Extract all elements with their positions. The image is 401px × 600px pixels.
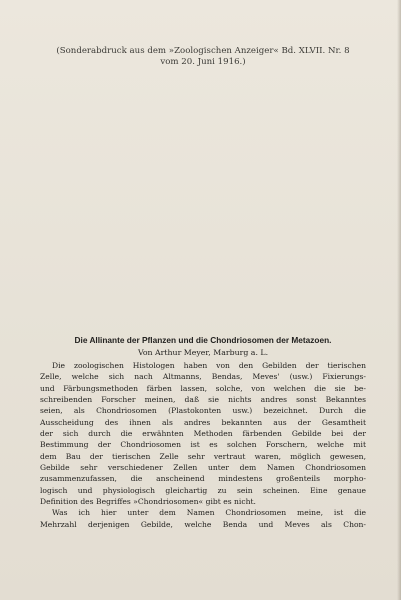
header-line-2: vom 20. Juni 1916.) (160, 57, 246, 67)
body-line: seien, als Chondriosomen (Plastokonten usw.) bezeichnet. Durch die (40, 406, 366, 416)
page-edge-shadow (397, 0, 401, 600)
body-line: Zelle, welche sich nach Altmanns, Bendas, Meves' (usw.) Fixierungs- (40, 372, 366, 382)
offprint-header (40, 46, 366, 68)
body-line: Definition des Begriffes »Chondriosomen« gibt es nicht. (40, 497, 256, 507)
body-line: Gebilde sehr verschiedener Zellen unter dem Namen Chondriosomen (40, 463, 366, 473)
body-line: Was ich hier unter dem Namen Chondriosomen meine, ist die (52, 508, 366, 518)
body-line: Ausscheidung des ihnen als andres bekannten aus der Gesamtheit (40, 417, 366, 427)
body-line: dem Bau der tierischen Zelle sehr vertraut waren, möglich gewesen, (40, 451, 366, 461)
body-line: und Färbungsmethoden färben lassen, solche, von welchen die sie be- (40, 383, 366, 393)
body-line: zusammenzufassen, die anscheinend mindestens großenteils morpho- (40, 474, 366, 484)
article-title: Die Allinante der Pflanzen und die Chondriosomen der Metazoen. (74, 335, 332, 345)
body-line: der sich durch die erwähnten Methoden färbenden Gebilde bei der (40, 429, 366, 439)
article-author: Von Arthur Meyer, Marburg a. L. (137, 348, 269, 357)
header-line-1: (Sonderabdruck aus dem »Zoologischen Anzeiger« Bd. XLVII. Nr. 8 (56, 46, 350, 56)
article (40, 335, 366, 530)
body-line: Bestimmung der Chondriosomen ist es solchen Forschern, welche mit (40, 440, 366, 450)
body-line: logisch und physiologisch gleichartig zu sein scheinen. Eine genaue (40, 485, 366, 495)
body-line: schreibenden Forscher meinen, daß sie nichts andres sonst Bekanntes (40, 395, 366, 405)
body-line: Die zoologischen Histologen haben von den Gebilden der tierischen (52, 361, 366, 370)
body-line: Mehrzahl derjenigen Gebilde, welche Benda und Meves als Chon- (40, 519, 366, 529)
article-body (40, 360, 366, 530)
